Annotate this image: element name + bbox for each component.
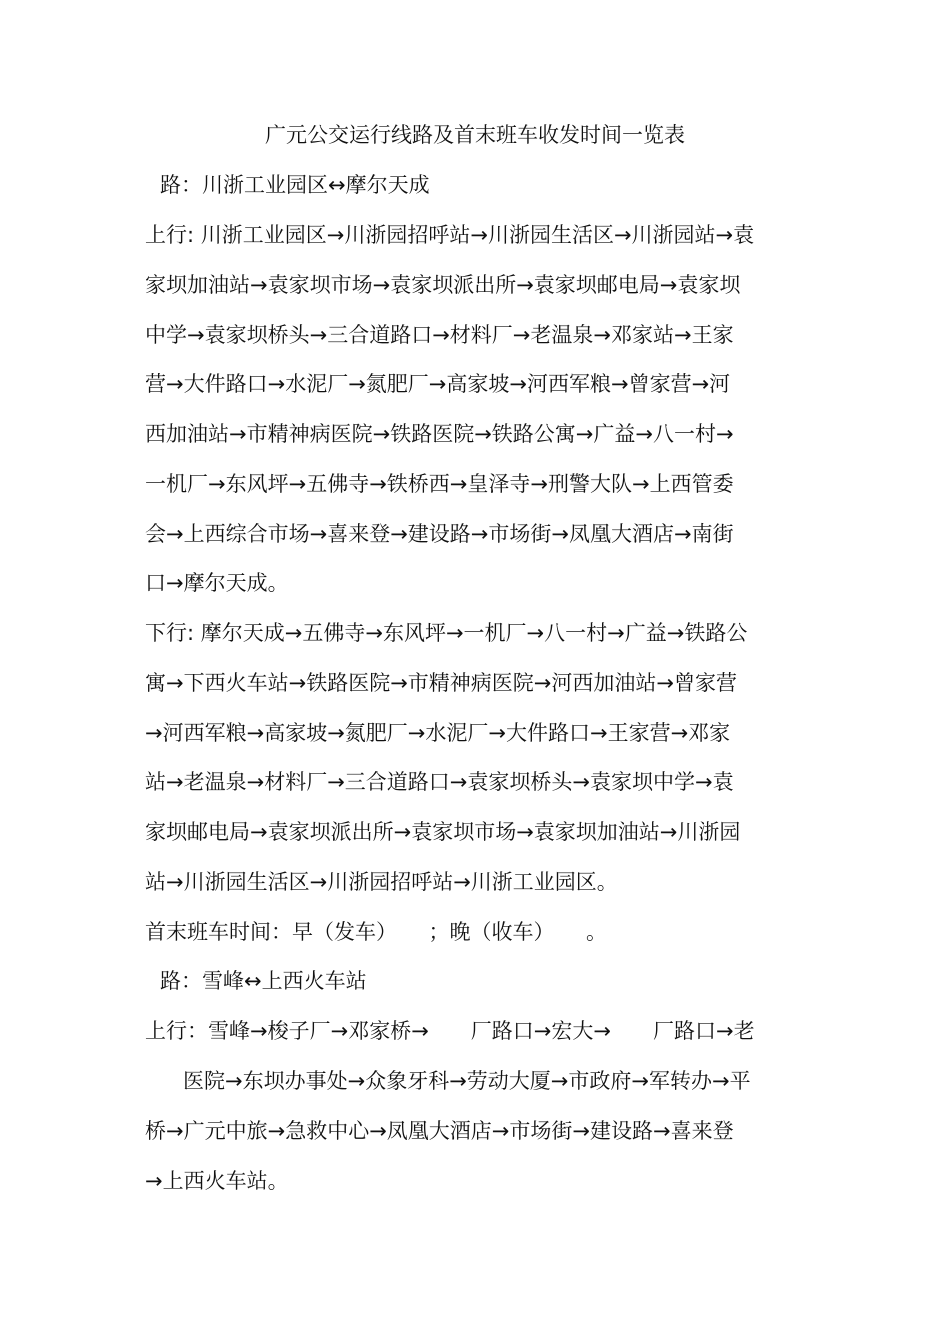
route-up-line: 一机厂→东风坪→五佛寺→铁桥西→皇泽寺→刑警大队→上西管委 (145, 472, 734, 496)
route-down-line: →河西军粮→高家坡→氮肥厂→水泥厂→大件路口→王家营→邓家 (145, 721, 731, 745)
schedule-times: 首末班车时间：早（发车） ；晚（收车） 。 (145, 920, 607, 944)
route-down-line: 站→川浙园生活区→川浙园招呼站→川浙工业园区。 (145, 870, 618, 894)
route-up-line: 会→上西综合市场→喜来登→建设路→市场街→凤凰大酒店→南街 (145, 522, 734, 546)
route-down-line: 家坝邮电局→袁家坝派出所→袁家坝市场→袁家坝加油站→川浙园 (145, 820, 741, 844)
route-down-line: 寓→下西火车站→铁路医院→市精神病医院→河西加油站→曾家营 (145, 671, 737, 695)
route-up-line: 医院→东坝办事处→众象牙科→劳动大厦→市政府→军转办→平 (183, 1069, 751, 1093)
route-heading: 路：川浙工业园区↔摩尔天成 (160, 173, 430, 197)
page-title: 广元公交运行线路及首末班车收发时间一览表 (265, 123, 685, 147)
route-up-line: 家坝加油站→袁家坝市场→袁家坝派出所→袁家坝邮电局→袁家坝 (145, 273, 741, 297)
route-heading: 路：雪峰↔上西火车站 (160, 969, 367, 993)
route-up-line: 西加油站→市精神病医院→铁路医院→铁路公寓→广益→八一村→ (145, 422, 734, 446)
route-up-line: 中学→袁家坝桥头→三合道路口→材料厂→老温泉→邓家站→王家 (145, 323, 734, 347)
route-up-line: 营→大件路口→水泥厂→氮肥厂→高家坡→河西军粮→曾家营→河 (145, 372, 731, 396)
route-up-line: 上行：雪峰→梭子厂→邓家桥→ 厂路口→宏大→ 厂路口→老 (145, 1019, 755, 1043)
route-up-line: →上西火车站。 (145, 1169, 289, 1193)
route-up-line: 口→摩尔天成。 (145, 571, 289, 595)
route-down-line: 下行: 摩尔天成→五佛寺→东风坪→一机厂→八一村→广益→铁路公 (145, 621, 748, 645)
route-down-line: 站→老温泉→材料厂→三合道路口→袁家坝桥头→袁家坝中学→袁 (145, 770, 734, 794)
route-up-line: 桥→广元中旅→急救中心→凤凰大酒店→市场街→建设路→喜来登 (145, 1119, 734, 1143)
route-up-line: 上行: 川浙工业园区→川浙园招呼站→川浙园生活区→川浙园站→袁 (145, 223, 755, 247)
